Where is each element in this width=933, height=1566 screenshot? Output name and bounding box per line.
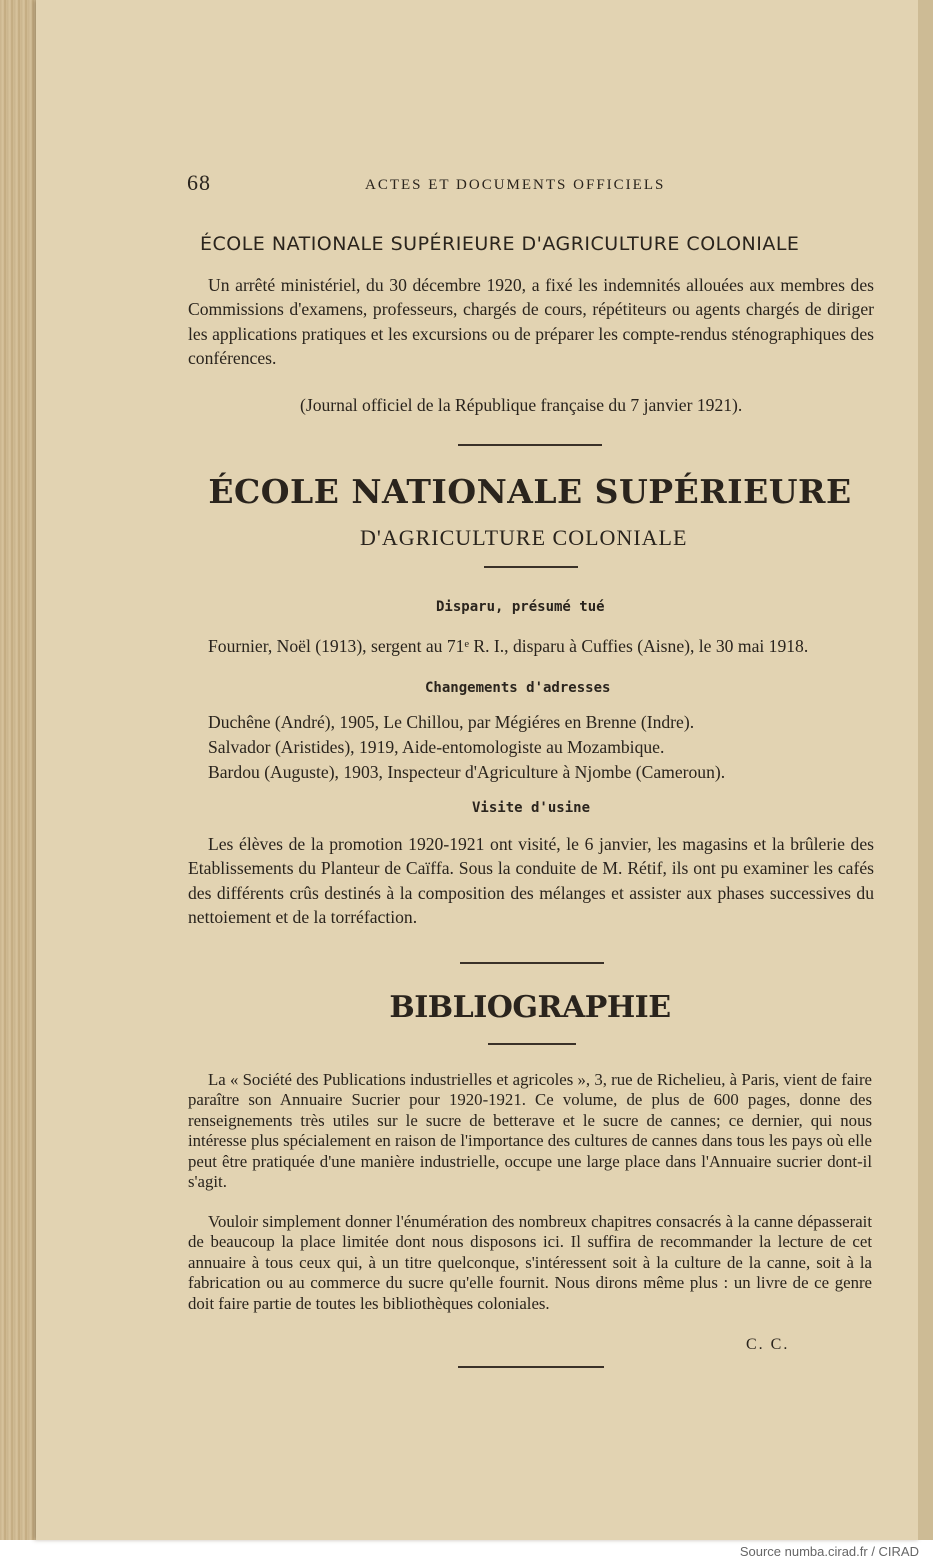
notice-body: Un arrêté ministériel, du 30 décembre 1920, a fixé les indemnités allouées aux membres des Commissions d'examens, professeurs, chargés de cours, répétiteurs ou agents chargés de diriger les applications pratiques et les excursions ou de préparer les compte-rendus sténographiques des conférences.: [188, 275, 874, 369]
bibliography-paragraph: Vouloir simplement donner l'énumération des nombreux chapitres consacrés à la canne dépasserait de beaucoup la place limitée dont nous disposons ici. Il suffira de recommander la lecture de cet annuaire à tous ceux qui, à un titre quelconque, s'intéressent soit à la culture de la canne, soit à la fabrication ou au commerce du sucre qu'elle fournit. Nous dirons même plus : un livre de ce genre doit faire partie de toutes les bibliothèques coloniales.: [188, 1212, 872, 1313]
divider-rule: [460, 962, 604, 964]
source-credit: Source numba.cirad.fr / CIRAD: [739, 1544, 919, 1559]
missing-text: Fournier, Noël (1913), sergent au 71ᵉ R. I., disparu à Cuffies (Aisne), le 30 mai 1918.: [208, 636, 809, 656]
divider-rule: [458, 1366, 604, 1368]
notice-title: ÉCOLE NATIONALE SUPÉRIEURE D'AGRICULTURE COLONIALE: [200, 233, 800, 255]
visit-text: Les élèves de la promotion 1920-1921 ont visité, le 6 janvier, les magasins et la brûlerie des Etablissements du Planteur de Caïffa. Sous la conduite de M. Rétif, ils ont pu examiner les cafés des différents crûs destinés à la composition des mélanges et assister aux phases successives du nettoiement et de la torréfaction.: [188, 834, 874, 928]
running-head: ACTES ET DOCUMENTS OFFICIELS: [365, 177, 666, 193]
visit-heading: Visite d'usine: [472, 800, 591, 816]
school-subtitle: D'AGRICULTURE COLONIALE: [360, 525, 688, 550]
missing-heading: Disparu, présumé tué: [436, 599, 605, 615]
page-number: 68: [187, 170, 211, 195]
divider-rule: [488, 1043, 576, 1045]
signature: C. C.: [746, 1336, 790, 1353]
divider-rule: [458, 444, 602, 446]
page-stack-edge: [0, 0, 40, 1540]
notice-source: (Journal officiel de la République française du 7 janvier 1921).: [300, 395, 743, 415]
address-line: Duchêne (André), 1905, Le Chillou, par Mégiéres en Brenne (Indre).: [208, 712, 695, 732]
divider-rule: [484, 566, 578, 568]
page-right-edge: [918, 0, 933, 1540]
bibliography-paragraph: La « Société des Publications industrielles et agricoles », 3, rue de Richelieu, à Paris, vient de faire paraître son Annuaire Sucrier pour 1920-1921. Ce volume, de plus de 600 pages, donne des renseignements très utiles sur le sucre de betterave et le sucre de cannes; ce dernier, qui nous intéresse plus spécialement en raison de l'importance des cultures de cannes dans tous les pays où elle peut être pratiquée d'une manière industrielle, occupe une large place dans l'Annuaire sucrier dont-il s'agit.: [188, 1070, 872, 1192]
address-heading: Changements d'adresses: [425, 680, 611, 696]
school-title: ÉCOLE NATIONALE SUPÉRIEURE: [208, 472, 852, 511]
bibliography-title: BIBLIOGRAPHIE: [389, 990, 671, 1025]
address-line: Bardou (Auguste), 1903, Inspecteur d'Agriculture à Njombe (Cameroun).: [208, 762, 726, 782]
address-line: Salvador (Aristides), 1919, Aide-entomologiste au Mozambique.: [208, 737, 665, 757]
